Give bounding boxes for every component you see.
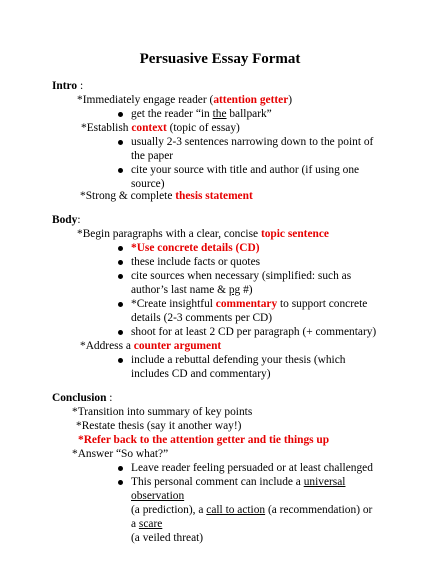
- body-bullet-6-cont: includes CD and commentary): [131, 368, 271, 380]
- intro-bullet-2-cont: the paper: [131, 150, 174, 162]
- body-bullet-4: *Create insightful commentary to support concrete: [131, 298, 368, 310]
- document-title: Persuasive Essay Format: [139, 51, 301, 67]
- body-bullet-4-cont: details (2-3 comments per CD): [131, 312, 273, 324]
- bullet-icon: [118, 246, 123, 251]
- conclusion-bullet-2-cont-3: a scare: [131, 518, 163, 530]
- bullet-icon: [118, 260, 123, 265]
- bullet-icon: [118, 330, 123, 335]
- intro-bullet-1: get the reader “in the ballpark”: [131, 108, 272, 120]
- conclusion-bullet-2-cont-4: (a veiled threat): [131, 532, 204, 544]
- bullet-icon: [118, 466, 123, 471]
- conclusion-line-3: *Refer back to the attention getter and tie things up: [78, 434, 330, 446]
- conclusion-line-1: *Transition into summary of key points: [72, 406, 253, 418]
- body-bullet-5: shoot for at least 2 CD per paragraph (+ commentary): [131, 326, 377, 338]
- body-bullet-3: cite sources when necessary (simplified: such as: [131, 270, 352, 282]
- bullet-icon: [118, 302, 123, 307]
- bullet-icon: [118, 140, 123, 145]
- conclusion-line-2: *Restate thesis (say it another way!): [76, 420, 242, 432]
- conclusion-heading: Conclusion :: [52, 392, 113, 404]
- intro-bullet-3-cont: source): [131, 178, 165, 190]
- intro-line-2: *Establish context (topic of essay): [81, 122, 240, 134]
- body-bullet-2: these include facts or quotes: [131, 256, 261, 268]
- intro-bullet-2: usually 2-3 sentences narrowing down to the point of: [131, 136, 374, 148]
- conclusion-bullet-1: Leave reader feeling persuaded or at least challenged: [131, 462, 373, 474]
- bullet-icon: [118, 358, 123, 363]
- intro-heading: Intro :: [52, 80, 84, 92]
- body-bullet-6: include a rebuttal defending your thesis (which: [131, 354, 346, 366]
- body-bullet-1: *Use concrete details (CD): [131, 242, 260, 254]
- body-heading: Body:: [52, 214, 81, 226]
- intro-bullet-3: cite your source with title and author (if using one: [131, 164, 360, 176]
- body-line-1: *Begin paragraphs with a clear, concise topic sentence: [77, 228, 329, 240]
- body-bullet-3-cont: author’s last name & pg #): [131, 284, 253, 296]
- bullet-icon: [118, 274, 123, 279]
- intro-line-1: *Immediately engage reader (attention getter): [77, 94, 293, 106]
- conclusion-bullet-2-cont-1: observation: [131, 490, 185, 502]
- conclusion-line-4: *Answer “So what?”: [72, 448, 169, 460]
- bullet-icon: [118, 168, 123, 173]
- conclusion-bullet-2: This personal comment can include a universal: [131, 476, 346, 488]
- bullet-icon: [118, 480, 123, 485]
- conclusion-bullet-2-cont-2: (a prediction), a call to action (a recommendation) or: [131, 504, 373, 516]
- intro-line-3: *Strong & complete thesis statement: [80, 190, 253, 202]
- bullet-icon: [118, 112, 123, 117]
- body-line-2: *Address a counter argument: [80, 340, 222, 352]
